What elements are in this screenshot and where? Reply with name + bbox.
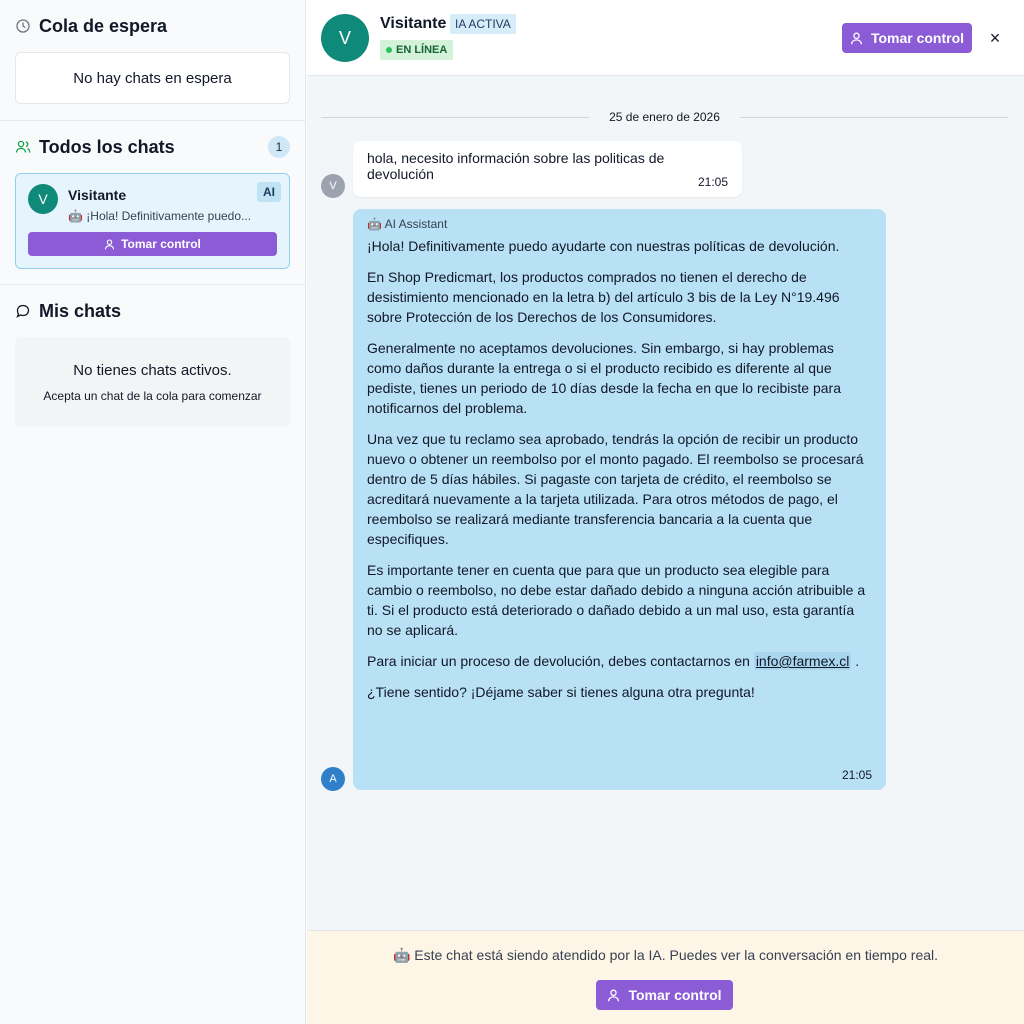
avatar: V (321, 174, 345, 198)
message-paragraph: Generalmente no aceptamos devoluciones. Sin embargo, si hay problemas como daños durante la entrega o si el producto recibido es diferente al que pediste, tienes un periodo de 10 días desde la fecha en que lo recibiste para notificarnos del problema. (367, 340, 841, 416)
online-status-text: EN LÍNEA (396, 44, 448, 56)
message-paragraph: En Shop Predicmart, los productos comprados no tienen el derecho de desistimiento mencionado en la letra b) del artículo 3 bis de la Ley N°19.496 sobre Protección de los Derechos de los Consumidores. (367, 269, 840, 325)
message-paragraph: ¡Hola! Definitivamente puedo ayudarte con nuestras políticas de devolución. (367, 238, 840, 254)
user-icon (850, 32, 863, 45)
take-control-label: Tomar control (870, 30, 965, 46)
chat-list-item[interactable] (15, 173, 290, 269)
users-icon (15, 139, 31, 155)
online-status-badge (380, 40, 453, 60)
message-time: 21:05 (841, 768, 872, 782)
avatar: V (321, 14, 369, 62)
contact-text: Para iniciar un proceso de devolución, debes contactarnos en (367, 653, 750, 669)
ai-badge: AI (257, 182, 281, 202)
my-chats-title: Mis chats (39, 300, 122, 321)
all-chats-header (15, 121, 290, 173)
all-chats-section (0, 121, 305, 269)
avatar: V (28, 184, 58, 214)
user-icon (104, 239, 115, 250)
queue-empty-card (15, 52, 290, 104)
chat-item-name: Visitante (68, 187, 127, 203)
chat-header (307, 0, 1024, 76)
take-control-button[interactable] (28, 232, 277, 256)
message-time: 21:05 (697, 175, 728, 189)
message-paragraph: ¿Tiene sentido? ¡Déjame saber si tienes alguna otra pregunta! (367, 684, 755, 700)
email-link[interactable]: info@farmex.cl (755, 653, 850, 669)
status-dot-icon (386, 47, 392, 53)
date-label: 25 de enero de 2026 (609, 110, 720, 124)
user-message (353, 141, 742, 197)
sidebar (0, 0, 306, 1024)
ai-message (353, 209, 886, 790)
queue-empty-text: No hay chats en espera (73, 69, 232, 87)
message-contact-paragraph (367, 651, 872, 671)
date-separator (321, 108, 1008, 126)
queue-section (0, 0, 305, 104)
visitor-name: Visitante (380, 15, 447, 32)
take-control-button[interactable] (842, 23, 972, 53)
chat-item-preview: 🤖 ¡Hola! Definitivamente puedo... (68, 209, 252, 223)
chat-panel (307, 0, 1024, 1024)
clock-icon (15, 18, 31, 34)
chat-bubble-icon (15, 303, 31, 319)
contact-end: . (855, 653, 860, 669)
queue-title: Cola de espera (39, 15, 168, 36)
avatar: A (321, 767, 345, 791)
queue-header (15, 0, 290, 52)
close-icon[interactable]: × (989, 27, 1001, 48)
my-chats-empty-subtitle: Acepta un chat de la cola para comenzar (43, 388, 262, 403)
take-control-button[interactable] (596, 980, 733, 1010)
user-icon (607, 989, 620, 1002)
message-paragraph: Una vez que tu reclamo sea aprobado, tendrás la opción de recibir un producto nuevo o obtener un reembolso por el monto pagado. El reembolso se procesará dentro de 5 días hábiles. Si pagaste con tarjeta de crédito, el reembolso se acreditará nuevamente a la tarjeta utilizada. Para otros métodos de pago, el reembolso se realizará mediante transferencia bancaria a la cuenta que especifiques. (367, 431, 864, 547)
my-chats-empty-card (15, 337, 290, 427)
my-chats-header (15, 285, 290, 337)
message-text: hola, necesito información sobre las politicas de devolución (367, 150, 665, 182)
take-control-label: Tomar control (121, 237, 201, 251)
ai-sender-label: 🤖 AI Assistant (367, 217, 448, 231)
ia-active-badge: IA ACTIVA (450, 14, 516, 34)
divider (740, 117, 1008, 118)
my-chats-section (0, 285, 305, 427)
message-paragraph: Es importante tener en cuenta que para que un producto sea elegible para cambio o reembolso, no debe estar dañado debido a ninguna acción atribuible a ti. Si el producto está deteriorado o dañado debido a un mal uso, esta garantía no se aplicará. (367, 562, 866, 638)
divider (321, 117, 589, 118)
my-chats-empty-title: No tienes chats activos. (73, 361, 232, 379)
all-chats-title: Todos los chats (39, 136, 175, 157)
ai-status-footer (307, 930, 1024, 1024)
ai-status-note: 🤖 Este chat está siendo atendido por la IA. Puedes ver la conversación en tiempo real. (392, 947, 939, 963)
chat-count-badge: 1 (268, 136, 290, 158)
take-control-label: Tomar control (628, 987, 722, 1003)
